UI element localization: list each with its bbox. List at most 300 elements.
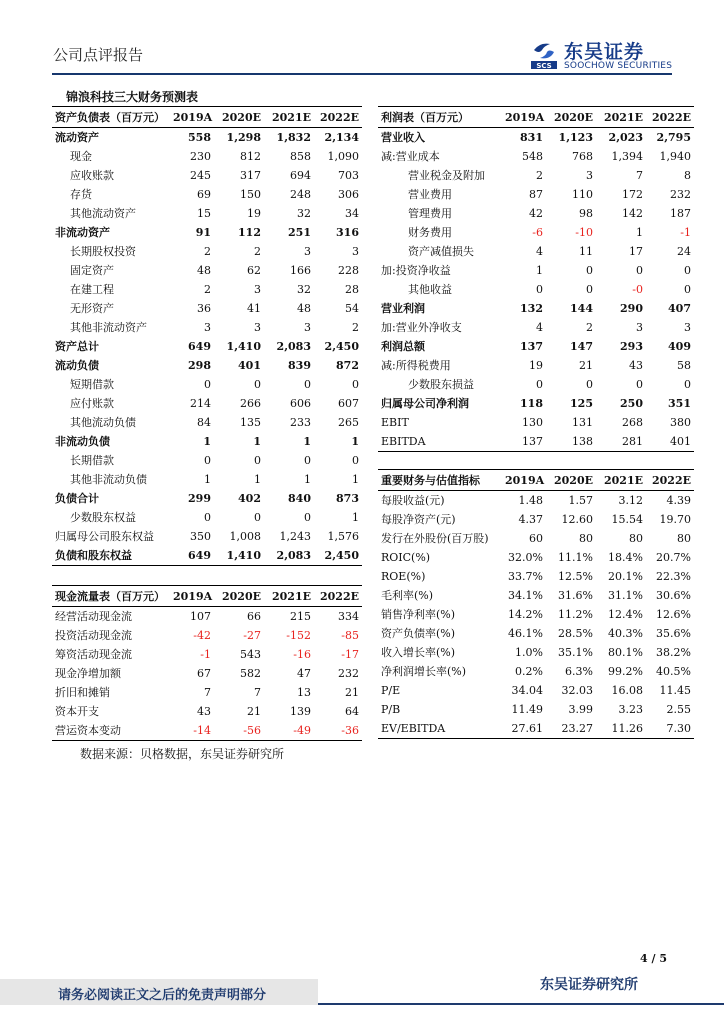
footer-company: 东吴证券研究所 bbox=[540, 977, 638, 993]
value-cell: 166 bbox=[290, 264, 311, 277]
row-label: 流动资产 bbox=[55, 131, 99, 144]
value-cell: 228 bbox=[338, 264, 359, 277]
value-cell: 138 bbox=[546, 432, 596, 452]
row-label: 现金净增加额 bbox=[55, 667, 121, 680]
row-label: 长期借款 bbox=[70, 454, 114, 467]
year-header-cell: 2021E bbox=[596, 107, 646, 128]
value-cell: 831 bbox=[520, 131, 543, 144]
value-cell: 4.39 bbox=[666, 494, 691, 507]
value-cell: 3 bbox=[636, 321, 643, 334]
value-cell: 299 bbox=[188, 492, 211, 505]
table-row bbox=[52, 128, 362, 148]
value-cell: 1 bbox=[636, 226, 643, 239]
row-label: 每股收益(元) bbox=[381, 494, 445, 507]
row-label: 短期借款 bbox=[70, 378, 114, 391]
table-row bbox=[378, 337, 694, 356]
row-label: 营业收入 bbox=[381, 131, 425, 144]
value-cell: 31.6% bbox=[558, 589, 593, 602]
cash-flow-table bbox=[52, 585, 362, 741]
table-row bbox=[52, 223, 362, 242]
row-label: 净利润增长率(%) bbox=[381, 665, 467, 678]
source-note: 数据来源：贝格数据，东吴证券研究所 bbox=[80, 747, 285, 761]
value-cell: 28.5% bbox=[558, 627, 593, 640]
value-cell: 380 bbox=[670, 416, 691, 429]
value-cell: -42 bbox=[193, 629, 211, 642]
value-cell: 3 bbox=[586, 169, 593, 182]
value-cell: 19 bbox=[247, 207, 261, 220]
value-cell: 2,134 bbox=[324, 131, 359, 144]
value-cell: 2,083 bbox=[264, 546, 314, 566]
value-cell: 130 bbox=[522, 416, 543, 429]
value-cell: 15 bbox=[197, 207, 211, 220]
row-label: 财务费用 bbox=[408, 226, 452, 239]
value-cell: 1 bbox=[536, 264, 543, 277]
header-rule bbox=[52, 73, 672, 75]
logo-cn-text: 东吴证券 bbox=[564, 41, 645, 63]
value-cell: 22.3% bbox=[656, 570, 691, 583]
value-cell: 0 bbox=[352, 454, 359, 467]
year-header-cell: 2020E bbox=[214, 586, 264, 607]
value-cell: -1 bbox=[680, 226, 691, 239]
value-cell: 233 bbox=[290, 416, 311, 429]
value-cell: 16.08 bbox=[611, 684, 643, 697]
value-cell: -14 bbox=[170, 721, 214, 741]
value-cell: 1,410 bbox=[226, 340, 261, 353]
value-cell: 80.1% bbox=[608, 646, 643, 659]
table-row bbox=[378, 375, 694, 394]
value-cell: 0 bbox=[586, 264, 593, 277]
value-cell: 0 bbox=[636, 264, 643, 277]
year-header-cell: 2021E bbox=[264, 107, 314, 128]
row-label: 其他收益 bbox=[408, 283, 452, 296]
value-cell: 1 bbox=[352, 511, 359, 524]
value-cell: 250 bbox=[620, 397, 643, 410]
value-cell: 21 bbox=[579, 359, 593, 372]
value-cell: 38.2% bbox=[656, 646, 691, 659]
value-cell: 0 bbox=[586, 283, 593, 296]
value-cell: 306 bbox=[338, 188, 359, 201]
value-cell: 293 bbox=[620, 340, 643, 353]
value-cell: 23.27 bbox=[546, 719, 596, 739]
value-cell: 28 bbox=[345, 283, 359, 296]
row-label: 非流动资产 bbox=[55, 226, 110, 239]
table-row bbox=[378, 510, 694, 529]
value-cell: 34 bbox=[345, 207, 359, 220]
value-cell: 2,023 bbox=[608, 131, 643, 144]
value-cell: 18.4% bbox=[608, 551, 643, 564]
value-cell: 4 bbox=[536, 245, 543, 258]
value-cell: 24 bbox=[677, 245, 691, 258]
table-row bbox=[52, 664, 362, 683]
row-label: 投资活动现金流 bbox=[55, 629, 132, 642]
value-cell: 839 bbox=[288, 359, 311, 372]
row-label: 应收账款 bbox=[70, 169, 114, 182]
value-cell: -49 bbox=[264, 721, 314, 741]
value-cell: 11.26 bbox=[596, 719, 646, 739]
value-cell: 3.99 bbox=[568, 703, 593, 716]
value-cell: 8 bbox=[684, 169, 691, 182]
value-cell: 48 bbox=[197, 264, 211, 277]
value-cell: 3 bbox=[254, 321, 261, 334]
table-row bbox=[378, 185, 694, 204]
value-cell: 42 bbox=[529, 207, 543, 220]
value-cell: 0 bbox=[684, 264, 691, 277]
row-label: 非流动负债 bbox=[55, 435, 110, 448]
value-cell: 3 bbox=[254, 283, 261, 296]
table-row bbox=[52, 432, 362, 451]
row-label: 筹资活动现金流 bbox=[55, 648, 132, 661]
value-cell: 34.1% bbox=[508, 589, 543, 602]
value-cell: 34.04 bbox=[511, 684, 543, 697]
table-title-cell: 利润表（百万元） bbox=[378, 107, 502, 128]
value-cell: 649 bbox=[170, 546, 214, 566]
value-cell: 401 bbox=[238, 359, 261, 372]
value-cell: 2 bbox=[204, 245, 211, 258]
value-cell: 1,298 bbox=[226, 131, 261, 144]
value-cell: 0 bbox=[536, 378, 543, 391]
value-cell: 46.1% bbox=[508, 627, 543, 640]
value-cell: 43 bbox=[629, 359, 643, 372]
value-cell: 139 bbox=[290, 705, 311, 718]
value-cell: 1,410 bbox=[214, 546, 264, 566]
value-cell: 32.03 bbox=[561, 684, 593, 697]
year-header-cell: 2020E bbox=[214, 107, 264, 128]
value-cell: 694 bbox=[290, 169, 311, 182]
row-label: 流动负债 bbox=[55, 359, 99, 372]
row-label: 其他流动资产 bbox=[70, 207, 136, 220]
table-row bbox=[378, 204, 694, 223]
table-header-row bbox=[52, 107, 362, 128]
value-cell: -0 bbox=[632, 283, 643, 296]
year-header-cell: 2022E bbox=[646, 107, 694, 128]
value-cell: 32 bbox=[297, 207, 311, 220]
value-cell: 11.2% bbox=[558, 608, 593, 621]
value-cell: -56 bbox=[214, 721, 264, 741]
value-cell: 0.2% bbox=[515, 665, 543, 678]
value-cell: -10 bbox=[575, 226, 593, 239]
table-row bbox=[52, 683, 362, 702]
row-label: 资产减值损失 bbox=[408, 245, 474, 258]
row-label: 资本开支 bbox=[55, 705, 99, 718]
row-label: 收入增长率(%) bbox=[381, 646, 456, 659]
value-cell: -85 bbox=[341, 629, 359, 642]
value-cell: 36 bbox=[197, 302, 211, 315]
table-header-row bbox=[378, 107, 694, 128]
row-label: ROE(%) bbox=[381, 570, 426, 583]
value-cell: 187 bbox=[670, 207, 691, 220]
row-label: 营业税金及附加 bbox=[408, 169, 485, 182]
year-header-cell: 2022E bbox=[314, 107, 362, 128]
value-cell: 1,832 bbox=[276, 131, 311, 144]
value-cell: 251 bbox=[288, 226, 311, 239]
table-row bbox=[378, 624, 694, 643]
value-cell: 649 bbox=[188, 340, 211, 353]
value-cell: 7 bbox=[636, 169, 643, 182]
value-cell: 607 bbox=[338, 397, 359, 410]
value-cell: 2,795 bbox=[656, 131, 691, 144]
value-cell: 2.55 bbox=[666, 703, 691, 716]
value-cell: 3.23 bbox=[618, 703, 643, 716]
row-label: 负债和股东权益 bbox=[52, 546, 170, 566]
row-label: 负债合计 bbox=[55, 492, 99, 505]
table-row bbox=[52, 546, 362, 566]
table-row bbox=[52, 375, 362, 394]
page-number: 4 / 5 bbox=[640, 952, 667, 965]
value-cell: 317 bbox=[240, 169, 261, 182]
value-cell: 0 bbox=[536, 283, 543, 296]
value-cell: 232 bbox=[338, 667, 359, 680]
value-cell: 19 bbox=[529, 359, 543, 372]
value-cell: 12.60 bbox=[561, 513, 593, 526]
table-row bbox=[52, 337, 362, 356]
value-cell: 40.3% bbox=[608, 627, 643, 640]
value-cell: 1 bbox=[303, 435, 311, 448]
row-label: 营业利润 bbox=[381, 302, 425, 315]
row-label: ROIC(%) bbox=[381, 551, 431, 564]
value-cell: 1,576 bbox=[327, 530, 359, 543]
value-cell: 0 bbox=[636, 378, 643, 391]
value-cell: 290 bbox=[620, 302, 643, 315]
value-cell: 316 bbox=[336, 226, 359, 239]
value-cell: 11.49 bbox=[511, 703, 543, 716]
value-cell: 606 bbox=[290, 397, 311, 410]
table-row bbox=[52, 702, 362, 721]
table-row bbox=[378, 700, 694, 719]
value-cell: -27 bbox=[243, 629, 261, 642]
row-label: 固定资产 bbox=[70, 264, 114, 277]
value-cell: 32.0% bbox=[508, 551, 543, 564]
row-label: 营运资本变动 bbox=[52, 721, 170, 741]
value-cell: 402 bbox=[238, 492, 261, 505]
value-cell: 91 bbox=[195, 226, 211, 239]
table-row bbox=[378, 128, 694, 148]
value-cell: 62 bbox=[247, 264, 261, 277]
value-cell: 1 bbox=[203, 435, 211, 448]
value-cell: 1,090 bbox=[327, 150, 359, 163]
year-header-cell: 2019A bbox=[502, 470, 546, 491]
value-cell: 2 bbox=[352, 321, 359, 334]
value-cell: 1 bbox=[304, 473, 311, 486]
value-cell: 13 bbox=[297, 686, 311, 699]
table-row bbox=[52, 356, 362, 375]
value-cell: 17 bbox=[629, 245, 643, 258]
value-cell: 112 bbox=[238, 226, 261, 239]
value-cell: 19.70 bbox=[659, 513, 691, 526]
table-row bbox=[378, 318, 694, 337]
value-cell: 840 bbox=[288, 492, 311, 505]
value-cell: 4.37 bbox=[518, 513, 543, 526]
value-cell: 11.45 bbox=[659, 684, 691, 697]
value-cell: 47 bbox=[297, 667, 311, 680]
table-row bbox=[378, 605, 694, 624]
value-cell: 768 bbox=[572, 150, 593, 163]
table-row bbox=[52, 318, 362, 337]
value-cell: 1,940 bbox=[659, 150, 691, 163]
value-cell: 351 bbox=[668, 397, 691, 410]
value-cell: 265 bbox=[338, 416, 359, 429]
value-cell: 60 bbox=[529, 532, 543, 545]
value-cell: 64 bbox=[345, 705, 359, 718]
value-cell: 54 bbox=[345, 302, 359, 315]
year-header-cell: 2022E bbox=[646, 470, 694, 491]
row-label: 少数股东权益 bbox=[70, 511, 136, 524]
value-cell: -152 bbox=[286, 629, 311, 642]
row-label: 归属母公司净利润 bbox=[381, 397, 469, 410]
value-cell: 3.12 bbox=[618, 494, 643, 507]
row-label: 减:所得税费用 bbox=[381, 359, 451, 372]
row-label: 其他非流动负债 bbox=[70, 473, 147, 486]
table-row bbox=[378, 432, 694, 452]
table-row bbox=[52, 204, 362, 223]
row-label: 销售净利率(%) bbox=[381, 608, 456, 621]
value-cell: 873 bbox=[336, 492, 359, 505]
value-cell: 107 bbox=[190, 610, 211, 623]
value-cell: 135 bbox=[240, 416, 261, 429]
value-cell: 1,008 bbox=[229, 530, 261, 543]
value-cell: 131 bbox=[572, 416, 593, 429]
row-label: 现金 bbox=[70, 150, 92, 163]
value-cell: -17 bbox=[341, 648, 359, 661]
footer-rule bbox=[318, 1003, 724, 1005]
key-metrics-table bbox=[378, 469, 694, 739]
table-row bbox=[52, 470, 362, 489]
value-cell: 858 bbox=[290, 150, 311, 163]
value-cell: 1,123 bbox=[558, 131, 593, 144]
year-header-cell: 2019A bbox=[170, 107, 214, 128]
value-cell: 230 bbox=[190, 150, 211, 163]
value-cell: 248 bbox=[290, 188, 311, 201]
value-cell: 7.30 bbox=[646, 719, 694, 739]
value-cell: 1 bbox=[204, 473, 211, 486]
table-row bbox=[52, 413, 362, 432]
value-cell: 14.2% bbox=[508, 608, 543, 621]
row-label: 毛利率(%) bbox=[381, 589, 434, 602]
row-label: 长期股权投资 bbox=[70, 245, 136, 258]
value-cell: 21 bbox=[247, 705, 261, 718]
value-cell: 142 bbox=[622, 207, 643, 220]
value-cell: 21 bbox=[345, 686, 359, 699]
value-cell: 40.5% bbox=[656, 665, 691, 678]
value-cell: 12.4% bbox=[608, 608, 643, 621]
value-cell: 12.6% bbox=[656, 608, 691, 621]
value-cell: 1 bbox=[351, 435, 359, 448]
value-cell: 401 bbox=[646, 432, 694, 452]
table-row bbox=[52, 261, 362, 280]
table-title-cell: 现金流量表（百万元） bbox=[52, 586, 170, 607]
value-cell: 32 bbox=[297, 283, 311, 296]
value-cell: 0 bbox=[204, 454, 211, 467]
logo-en-text: SOOCHOW SECURITIES bbox=[564, 61, 673, 71]
row-label: 每股净资产(元) bbox=[381, 513, 456, 526]
row-label: 其他流动负债 bbox=[70, 416, 136, 429]
table-row bbox=[52, 626, 362, 645]
row-label: P/B bbox=[381, 703, 401, 716]
table-header-row bbox=[52, 586, 362, 607]
value-cell: 4 bbox=[536, 321, 543, 334]
row-label: 发行在外股份(百万股) bbox=[381, 532, 489, 545]
value-cell: 35.1% bbox=[558, 646, 593, 659]
value-cell: 137 bbox=[502, 432, 546, 452]
table-title-cell: 重要财务与估值指标 bbox=[378, 470, 502, 491]
table-row bbox=[378, 529, 694, 548]
value-cell: 12.5% bbox=[558, 570, 593, 583]
page-title: 锦浪科技三大财务预测表 bbox=[66, 90, 199, 104]
value-cell: 548 bbox=[522, 150, 543, 163]
value-cell: 2,450 bbox=[314, 546, 362, 566]
table-row bbox=[378, 567, 694, 586]
value-cell: 0 bbox=[304, 378, 311, 391]
value-cell: -36 bbox=[314, 721, 362, 741]
value-cell: 80 bbox=[579, 532, 593, 545]
value-cell: 35.6% bbox=[656, 627, 691, 640]
value-cell: 350 bbox=[190, 530, 211, 543]
year-header-cell: 2019A bbox=[170, 586, 214, 607]
row-label: 少数股东损益 bbox=[408, 378, 474, 391]
table-row bbox=[52, 451, 362, 470]
table-row bbox=[52, 242, 362, 261]
value-cell: 1,394 bbox=[611, 150, 643, 163]
row-label: 应付账款 bbox=[70, 397, 114, 410]
value-cell: -1 bbox=[200, 648, 211, 661]
value-cell: 245 bbox=[190, 169, 211, 182]
row-label: 资产负债率(%) bbox=[381, 627, 456, 640]
value-cell: 3 bbox=[304, 321, 311, 334]
value-cell: 118 bbox=[520, 397, 543, 410]
value-cell: 2 bbox=[254, 245, 261, 258]
report-type-label: 公司点评报告 bbox=[53, 46, 144, 64]
table-row bbox=[52, 147, 362, 166]
value-cell: 7 bbox=[254, 686, 261, 699]
table-row bbox=[378, 242, 694, 261]
value-cell: 0 bbox=[304, 511, 311, 524]
value-cell: 58 bbox=[677, 359, 691, 372]
value-cell: 3 bbox=[684, 321, 691, 334]
value-cell: 69 bbox=[197, 188, 211, 201]
value-cell: 11 bbox=[579, 245, 593, 258]
value-cell: 48 bbox=[297, 302, 311, 315]
table-row bbox=[52, 645, 362, 664]
row-label: 利润总额 bbox=[381, 340, 425, 353]
table-row bbox=[52, 299, 362, 318]
table-header-row bbox=[378, 470, 694, 491]
table-row bbox=[52, 527, 362, 546]
value-cell: 268 bbox=[622, 416, 643, 429]
value-cell: 99.2% bbox=[608, 665, 643, 678]
table-row bbox=[378, 548, 694, 567]
table-row bbox=[378, 681, 694, 700]
row-label: 在建工程 bbox=[70, 283, 114, 296]
year-header-cell: 2020E bbox=[546, 107, 596, 128]
value-cell: 84 bbox=[197, 416, 211, 429]
value-cell: 0 bbox=[586, 378, 593, 391]
value-cell: 1,243 bbox=[279, 530, 311, 543]
value-cell: 15.54 bbox=[611, 513, 643, 526]
value-cell: 812 bbox=[240, 150, 261, 163]
table-row bbox=[378, 662, 694, 681]
row-label: 加:营业外净收支 bbox=[381, 321, 462, 334]
table-title-cell: 资产负债表（百万元） bbox=[52, 107, 170, 128]
value-cell: 0 bbox=[352, 378, 359, 391]
table-row bbox=[52, 489, 362, 508]
value-cell: 27.61 bbox=[502, 719, 546, 739]
table-row bbox=[52, 394, 362, 413]
table-row bbox=[52, 508, 362, 527]
value-cell: 33.7% bbox=[508, 570, 543, 583]
balance-sheet-table bbox=[52, 106, 362, 566]
value-cell: 144 bbox=[570, 302, 593, 315]
row-label: 其他非流动资产 bbox=[70, 321, 147, 334]
value-cell: 87 bbox=[529, 188, 543, 201]
